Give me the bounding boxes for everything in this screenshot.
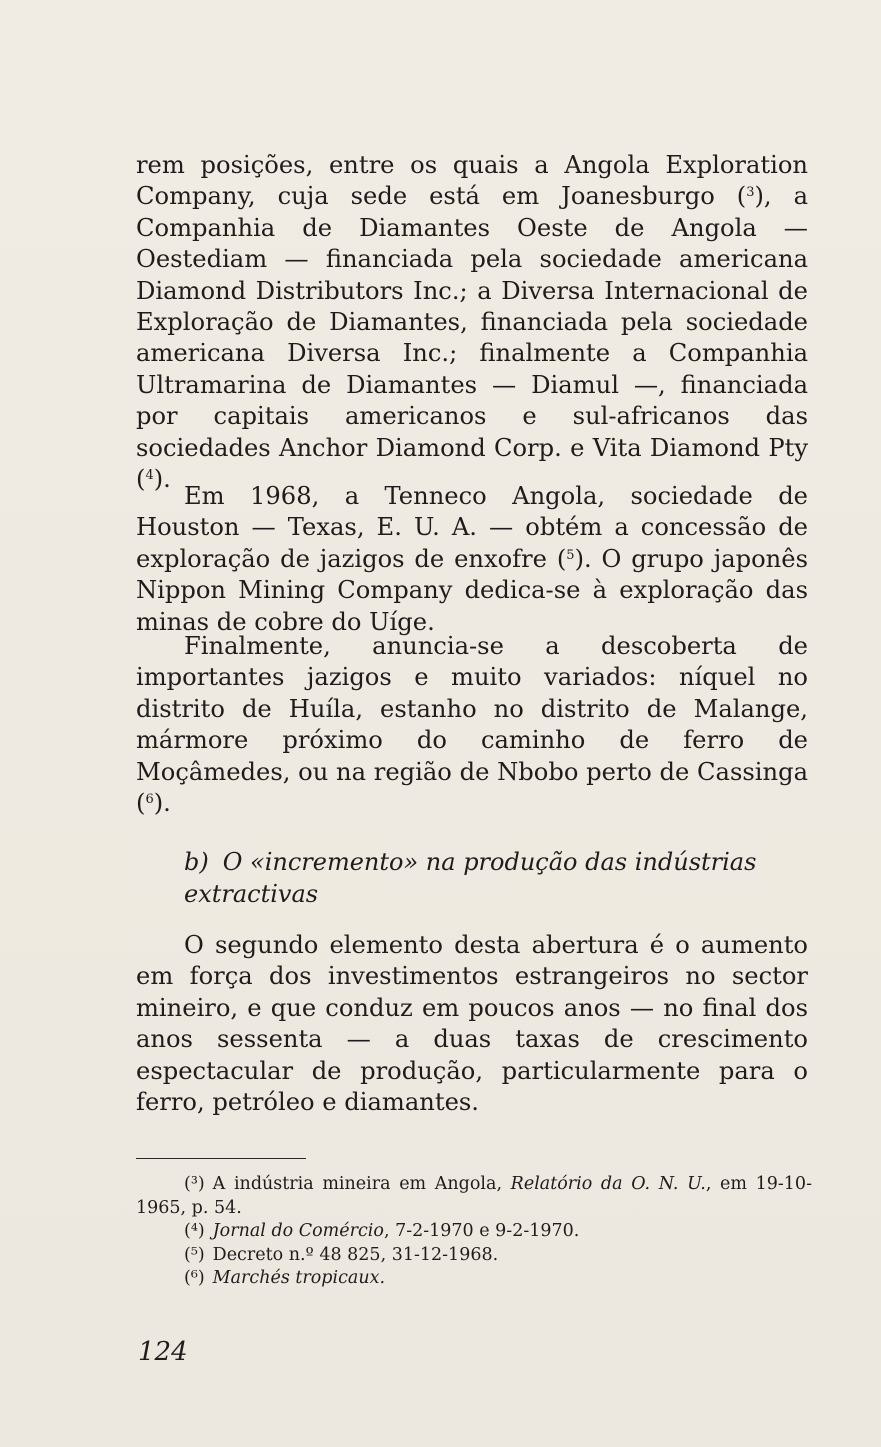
section-title: O «incremento» na produção das indústrias extractivas [184, 848, 757, 908]
paragraph-2-text-b: ). O grupo japonês Nippon Mining Company dedica-se à exploração das minas de cobre do Uíge. [136, 544, 808, 636]
paragraph-4-text: O segundo elemento desta abertura é o aumento em força dos investimentos estrangeiros no sector mineiro, e que conduz em poucos anos — no final dos anos sessenta — a duas taxas de crescimento espectacular de produção, particularmente para o ferro, petróleo e diamantes. [136, 931, 808, 1117]
footnotes [136, 1173, 812, 1291]
footnote-6-marker: (⁶) [184, 1268, 205, 1288]
paragraph-1-text-a: rem posições, entre os quais a Angola Exploration Company, cuja sede está em Joanesburgo ( [136, 151, 808, 211]
paragraph-2-text-a: Em 1968, a Tenneco Angola, sociedade de Houston — Texas, E. U. A. — obtém a concessão de exploração de jazigos de enxofre ( [136, 482, 808, 573]
footnote-4-date: , 7-2-1970 e 9-2-1970. [383, 1221, 580, 1241]
paragraph-4 [136, 930, 808, 1118]
footnote-4-marker: (⁴) [184, 1221, 205, 1241]
footnote-ref-6: 6 [145, 792, 154, 808]
footnote-5-marker: (⁵) [184, 1244, 205, 1265]
footnote-6 [136, 1267, 812, 1291]
footnote-3-marker: (³) [184, 1174, 205, 1194]
paragraph-1-text-b: ), a Companhia de Diamantes Oeste de Angola — Oestediam — financiada pela sociedade americana Diamond Distributors Inc.; a Diversa Internacional de Exploração de Diamantes, financiada pela sociedade americana Diversa Inc.; finalmente a Companhia Ultramarina de Diamantes — Diamul —, financiada por capitais americanos e sul-africanos das sociedades Anchor Diamond Corp. e Vita Diamond Pty ( [136, 182, 809, 494]
section-letter: b) [184, 848, 209, 876]
footnote-ref-4: 4 [145, 468, 154, 484]
paragraph-3 [136, 631, 808, 819]
footnote-3 [136, 1173, 812, 1220]
footnote-ref-3: 3 [746, 185, 755, 201]
footnote-6-source: Marchés tropicaux. [212, 1268, 386, 1288]
footnote-5 [136, 1244, 812, 1268]
footnote-divider [136, 1158, 306, 1159]
footnote-4 [136, 1220, 812, 1244]
page-number: 124 [138, 1337, 188, 1367]
paragraph-3-text-a: Finalmente, anuncia-se a descoberta de importantes jazigos e muito variados: níquel no distrito de Huíla, estanho no distrito de Malange, mármore próximo do caminho de ferro de Moçâmedes, ou na região de Nbobo perto de Cassinga ( [136, 632, 808, 818]
section-heading [184, 846, 810, 910]
footnote-3-source: Relatório da O. N. U. [510, 1174, 706, 1194]
footnote-ref-5: 5 [566, 547, 575, 563]
footnote-3-date: , em 19-10-1965, p. 54. [136, 1174, 812, 1218]
paragraph-3-text-b: ). [153, 789, 171, 818]
paragraph-1 [136, 150, 808, 495]
paragraph-1-text-c: ). [153, 465, 171, 494]
paragraph-2 [136, 481, 808, 638]
footnote-4-source: Jornal do Comércio [212, 1221, 384, 1241]
footnote-5-text: Decreto n.º 48 825, 31-12-1968. [212, 1244, 499, 1265]
footnote-3-text: A indústria mineira em Angola, [212, 1174, 511, 1194]
